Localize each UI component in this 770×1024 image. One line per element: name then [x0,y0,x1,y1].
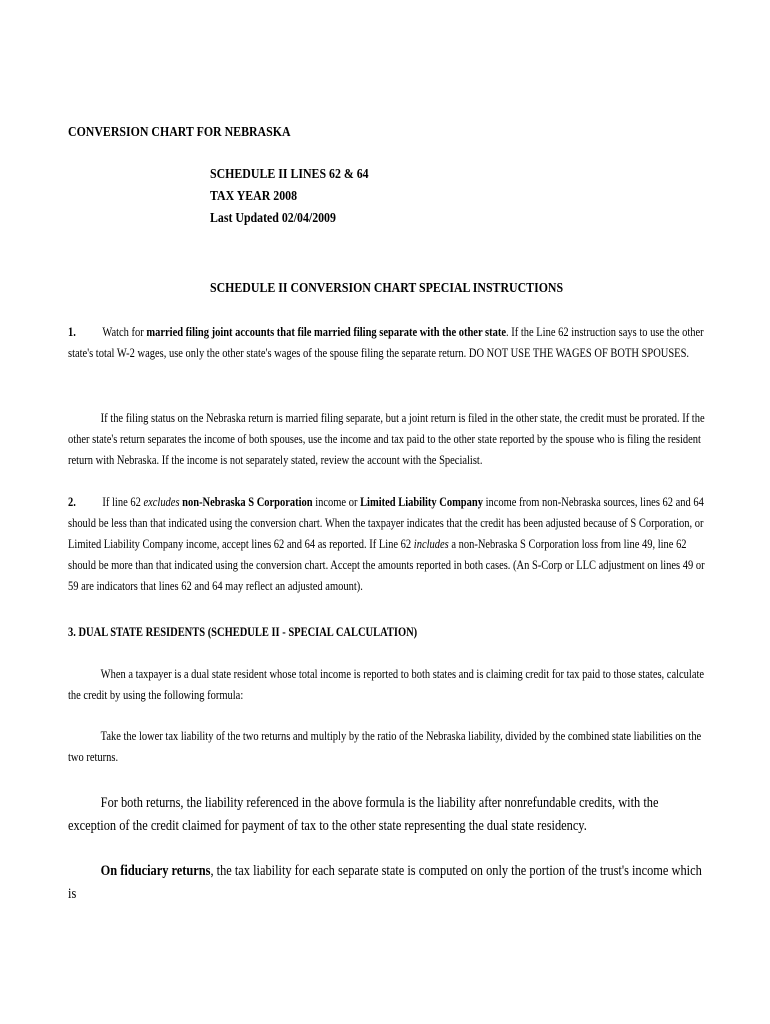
item-3-paragraph-3 [68,792,708,838]
item-3-text-4: , the tax liability for each separate state is computed on only the portion of the trust's income which is [68,863,702,902]
item-2-italic-excludes: excludes [143,495,180,509]
item-1-text-a: Watch for [102,325,147,339]
item-2-bold-s-corp: non-Nebraska S Corporation [182,495,313,509]
item-2-bold-llc: Limited Liability Company [360,495,483,509]
item-2-text-a: If line 62 [102,495,144,509]
item-3-text-2: Take the lower tax liability of the two returns and multiply by the ratio of the Nebraska liability, divided by the combined state liabilities on the two returns. [68,729,702,764]
tax-year-line: TAX YEAR 2008 [210,188,298,203]
item-1-second-text: If the filing status on the Nebraska return is married filing separate, but a joint return is filed in the other state, the credit must be prorated. If the other state's return separates the income of both spouses, use the income and tax paid to the other state reported by the spouse who is filing the resident return with Nebraska. If the income is not separately stated, review the account with the Specialist. [68,411,705,467]
fiduciary-returns-bold: On fiduciary returns [100,863,211,879]
item-2-paragraph [68,492,708,597]
item-1-number: 1. [68,325,76,339]
item-1-bold-text: married filing joint accounts that file married filing separate with the other state [146,325,506,339]
last-updated-line: Last Updated 02/04/2009 [210,210,336,225]
item-3-paragraph-2 [68,726,708,768]
item-3-paragraph-4 [68,860,708,906]
section-title: SCHEDULE II CONVERSION CHART SPECIAL INSTRUCTIONS [210,280,564,295]
item-3-text-3: For both returns, the liability referenced in the above formula is the liability after nonrefundable credits, with the exception of the credit claimed for payment of tax to the other state representing the dual state residency. [68,795,659,834]
item-2-text-g: income from non-Nebraska sources, lines 62 and 64 should be less than that indicated using the conversion chart. When the taxpayer indicates that the credit has been adjusted because of S Corporation, or Limited Liability Company income, accept lines 62 and 64 as reported. If Line 62 [68,495,704,551]
item-2-text-e: income or [312,495,361,509]
item-3-title: 3. DUAL STATE RESIDENTS (SCHEDULE II - SPECIAL CALCULATION) [68,625,418,639]
item-1-text-c: . If the Line 62 instruction says to use the other state's total W-2 wages, use only the other state's wages of the spouse filing the separate return. DO NOT USE THE WAGES OF BOTH SPOUSES. [68,325,704,360]
item-2-text-i: a non-Nebraska S Corporation loss from line 49, line 62 should be more than that indicated using the conversion chart. Accept the amounts reported in both cases. (An S-Corp or LLC adjustment on lines 49 or 59 are indicators that lines 62 and 64 may reflect an adjusted amount). [68,537,705,593]
item-2-number: 2. [68,495,76,509]
document-title: CONVERSION CHART FOR NEBRASKA [68,124,291,139]
item-3-text-1: When a taxpayer is a dual state resident whose total income is reported to both states and is claiming credit for tax paid to those states, calculate the credit by using the following formula: [68,667,705,702]
item-1-paragraph [68,322,708,364]
item-1-second-paragraph [68,408,708,471]
schedule-line: SCHEDULE II LINES 62 & 64 [210,166,369,181]
item-2-italic-includes: includes [413,537,449,551]
item-3-paragraph-1 [68,664,708,706]
